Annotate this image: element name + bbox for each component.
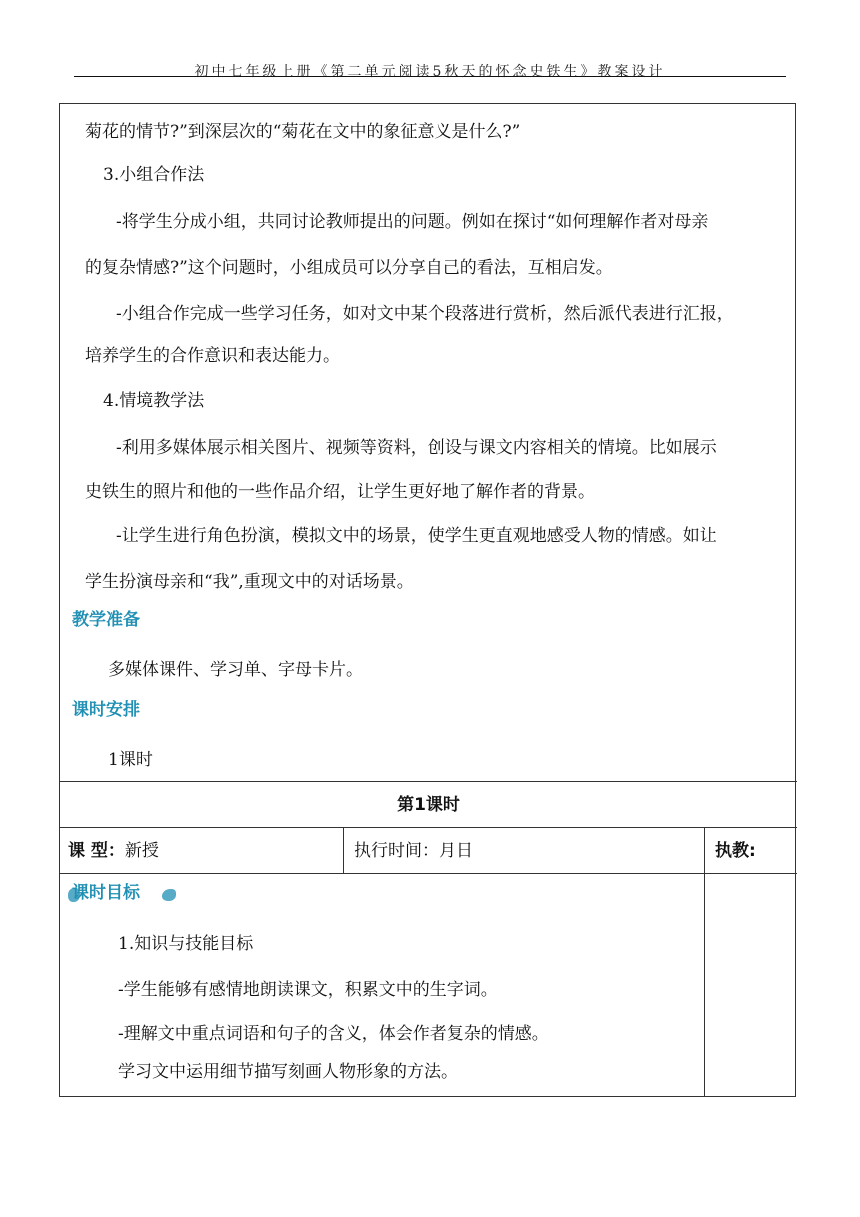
- goal-1-title: 1.知识与技能目标: [118, 934, 254, 954]
- execution-time: [354, 839, 473, 863]
- methods-line-cont: 菊花的情节?”到深层次的“菊花在文中的象征意义是什么?”: [85, 122, 521, 142]
- page-header: 初中七年级上册《第二单元阅读5秋天的怀念史铁生》教案设计: [194, 64, 666, 80]
- row-divider-lesson-title: [60, 781, 797, 782]
- lesson-type-label: 课 型：: [68, 841, 125, 861]
- execution-time-value: 月日: [439, 841, 473, 861]
- method-4-para-1b: 史铁生的照片和他的一些作品介绍，让学生更好地了解作者的背景。: [85, 482, 595, 502]
- lesson-type: [68, 839, 159, 863]
- teacher-label: 执教:: [715, 841, 756, 861]
- goal-1-item-c: 学习文中运用细节描写刻画人物形象的方法。: [118, 1062, 458, 1082]
- method-3-para-2a: -小组合作完成一些学习任务，如对文中某个段落进行赏析，然后派代表进行汇报，: [116, 304, 734, 324]
- prep-text: 多媒体课件、学习单、字母卡片。: [108, 660, 363, 680]
- schedule-text: 1课时: [108, 750, 153, 770]
- method-3-title: 3.小组合作法: [103, 165, 205, 185]
- method-3-para-2b: 培养学生的合作意识和表达能力。: [85, 346, 340, 366]
- schedule-heading: 课时安排: [72, 700, 140, 720]
- col-divider-2: [704, 827, 705, 1097]
- heading-decoration-right: [162, 889, 176, 901]
- lesson-type-value: 新授: [124, 841, 159, 861]
- method-4-para-2b: 学生扮演母亲和“我”,重现文中的对话场景。: [85, 572, 414, 592]
- lesson-plan-table: [59, 103, 796, 1097]
- method-3-para-1a: -将学生分成小组，共同讨论教师提出的问题。例如在探讨“如何理解作者对母亲: [116, 212, 709, 232]
- col-divider-1: [343, 827, 344, 873]
- method-4-para-1a: -利用多媒体展示相关图片、视频等资料，创设与课文内容相关的情境。比如展示: [116, 438, 717, 458]
- header-rule: [74, 76, 786, 77]
- goal-1-item-b: -理解文中重点词语和句子的含义，体会作者复杂的情感。: [118, 1024, 549, 1044]
- row-divider-lesson-meta: [60, 827, 797, 828]
- method-4-para-2a: -让学生进行角色扮演，模拟文中的场景，使学生更直观地感受人物的情感。如让: [116, 526, 717, 546]
- lesson-title: 第1课时: [397, 795, 460, 815]
- execution-time-label: 执行时间：: [354, 841, 439, 861]
- goals-heading: 课时目标: [72, 883, 140, 903]
- method-3-para-1b: 的复杂情感?”这个问题时，小组成员可以分享自己的看法，互相启发。: [85, 258, 613, 278]
- method-4-title: 4.情境教学法: [103, 391, 205, 411]
- row-divider-goals: [60, 873, 797, 874]
- goal-1-item-a: -学生能够有感情地朗读课文，积累文中的生字词。: [118, 980, 498, 1000]
- prep-heading: 教学准备: [72, 610, 140, 630]
